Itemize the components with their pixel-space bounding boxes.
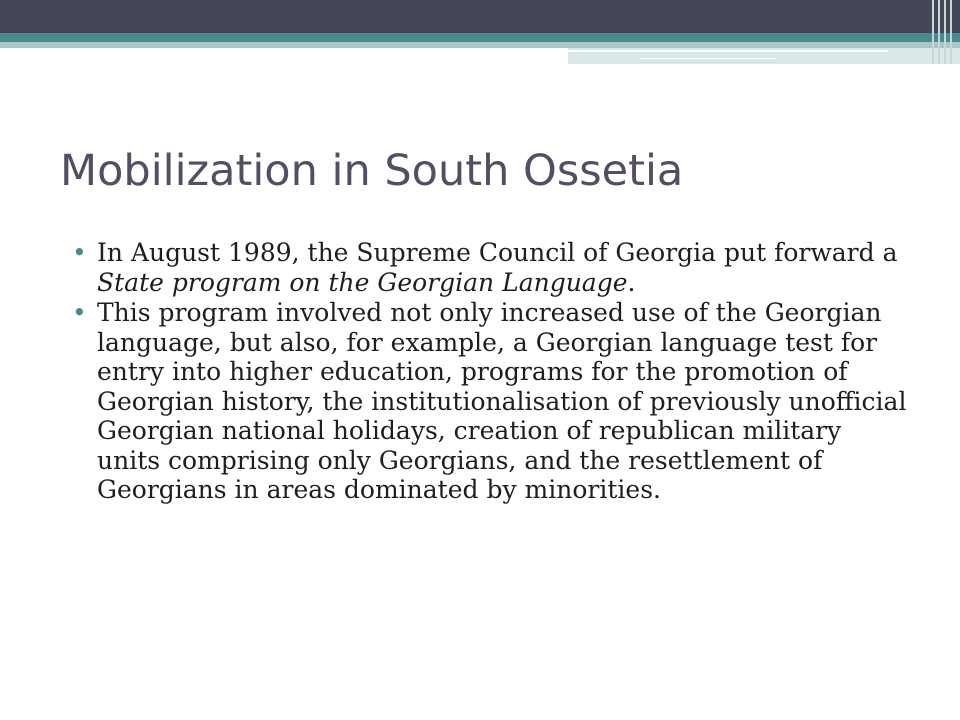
bullet-list xyxy=(72,238,912,506)
slide-title: Mobilization in South Ossetia xyxy=(60,146,684,196)
header-corner-stripes xyxy=(928,0,960,64)
header-band-teal xyxy=(0,33,960,42)
bullet-item xyxy=(72,238,912,297)
bullet-marker: • xyxy=(72,238,87,267)
header-divider-line-secondary xyxy=(640,58,776,59)
bullet-text-start: In August 1989, the Supreme Council of Georgia put forward a xyxy=(97,238,898,267)
bullet-text: This program involved not only increased use of the Georgian language, but also, for example, a Georgian language test for entry into higher education, programs for the promotion of Georgian history, the institutionalisation of previously unofficial Georgian national holidays, creation of republican military units comprising only Georgians, and the resettlement of Georgians in areas dominated by minorities. xyxy=(97,298,907,504)
header-divider-line xyxy=(568,50,888,52)
bullet-item xyxy=(72,298,912,505)
bullet-text-end: . xyxy=(627,267,636,297)
header-band-dark xyxy=(0,0,960,33)
bullet-marker: • xyxy=(72,298,87,327)
bullet-text-italic: State program on the Georgian Language xyxy=(97,267,628,297)
